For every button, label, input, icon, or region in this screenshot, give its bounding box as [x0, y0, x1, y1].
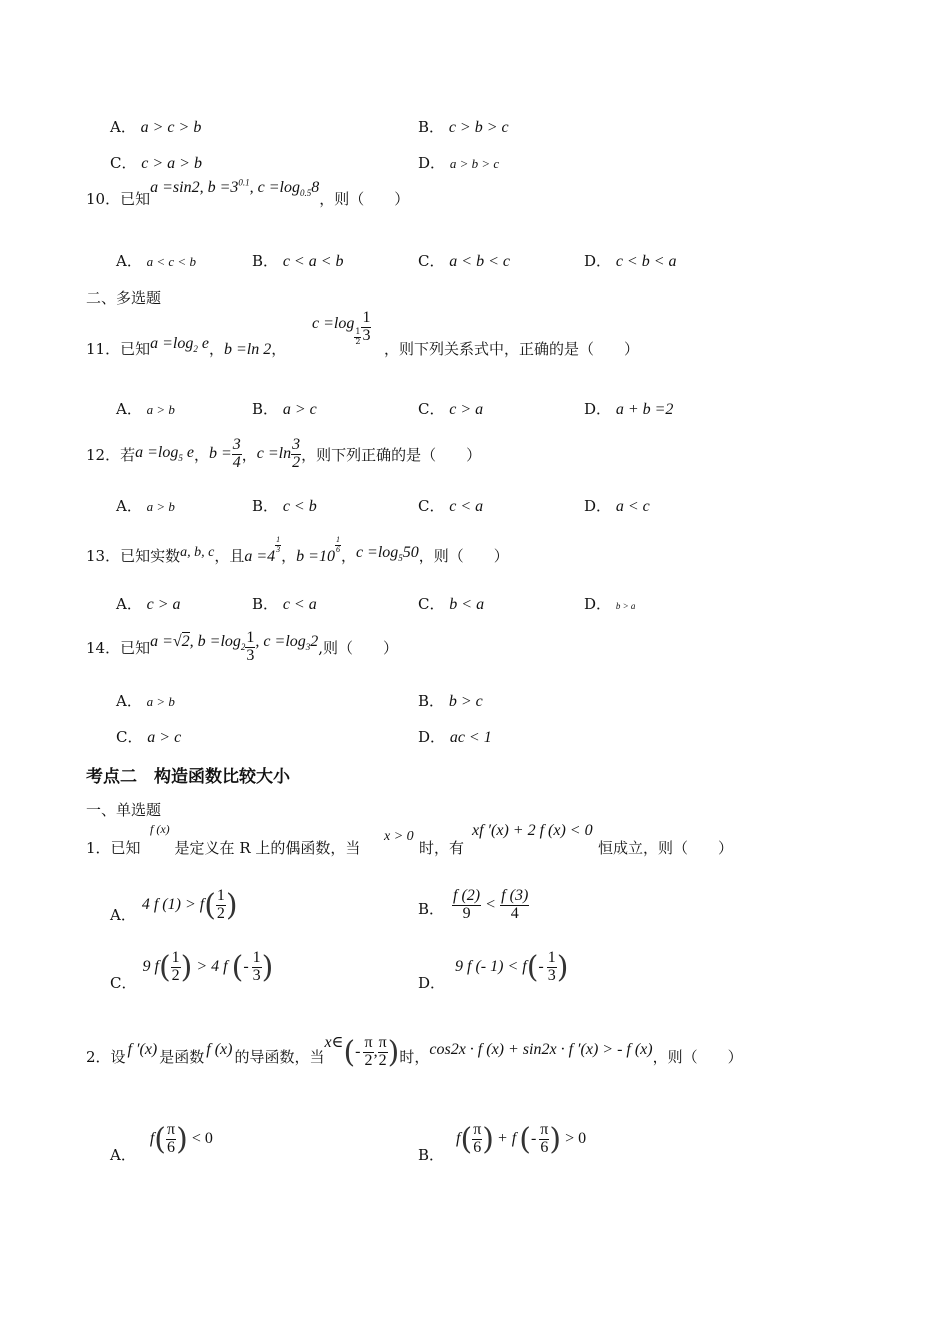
option-label: A． — [116, 497, 142, 515]
option-label: A． — [116, 595, 142, 613]
option-math: a + b =2 — [615, 401, 674, 418]
p2-stem — [86, 1030, 743, 1082]
exponent-fraction — [335, 536, 341, 554]
p1-fx — [150, 822, 170, 837]
option-label: B． — [418, 899, 445, 918]
comma: , — [373, 1043, 378, 1060]
option-label: B． — [252, 497, 279, 515]
q10-stem — [86, 177, 410, 210]
denominator: 2 — [171, 966, 180, 984]
option-math: c > a — [449, 401, 484, 418]
denominator: 3 — [252, 966, 261, 984]
denominator: 3 — [362, 326, 371, 344]
q12-option-c[interactable] — [418, 495, 483, 516]
denominator: 4 — [232, 453, 241, 471]
p1-stem — [86, 837, 360, 858]
q14-option-a[interactable] — [116, 690, 175, 711]
paren-right: ) — [556, 949, 569, 985]
numerator: 1 — [216, 886, 225, 904]
q10-expression — [150, 177, 320, 199]
paren-right: ) — [482, 1121, 494, 1157]
operator: < — [486, 896, 496, 913]
q13-expr-c — [355, 544, 419, 564]
denominator: 3 — [276, 544, 281, 554]
expr: b =10 — [296, 548, 335, 565]
connector: ，且 — [214, 547, 245, 565]
option-label: D． — [584, 400, 612, 418]
text: 是函数 — [159, 1047, 205, 1066]
p1-text-2: 时，有 — [419, 839, 465, 857]
interval-prefix: x∈ — [324, 1034, 344, 1051]
q9-option-a[interactable] — [110, 116, 201, 137]
option-math: a > b — [146, 499, 175, 514]
paren-right: ) — [387, 1034, 400, 1070]
option-label: D． — [584, 497, 612, 515]
q9-option-d[interactable] — [418, 152, 499, 173]
q13-option-b[interactable] — [252, 593, 317, 614]
q10-option-d[interactable] — [584, 250, 677, 271]
denominator: 2 — [364, 1051, 373, 1069]
q14-expression — [150, 633, 245, 652]
q14-expr-c — [255, 633, 318, 652]
q12-stem — [86, 432, 481, 476]
denominator: 6 — [473, 1138, 482, 1156]
expr: , c =log — [255, 633, 306, 651]
option-label: D． — [418, 973, 446, 992]
option-math: c > a — [146, 596, 181, 613]
option-label: D． — [584, 252, 612, 270]
p1-option-a[interactable] — [110, 880, 238, 930]
option-math: + f — [497, 1130, 517, 1147]
option-math: c > a > b — [141, 155, 202, 172]
separator: ， — [340, 547, 356, 565]
option-math: a > c — [147, 729, 182, 746]
fraction — [472, 1122, 482, 1157]
q12-option-d[interactable] — [584, 495, 650, 516]
fraction — [171, 950, 181, 985]
q9-option-c[interactable] — [110, 152, 202, 173]
option-label: B． — [418, 118, 445, 136]
option-math: 9 f — [142, 958, 159, 975]
fraction — [547, 950, 557, 985]
paren-left: ( — [204, 887, 216, 923]
option-label: C． — [110, 154, 137, 172]
function: f (x) — [150, 822, 170, 836]
option-math: b > a — [615, 601, 636, 611]
denominator: 2 — [378, 1051, 387, 1069]
option-math: a > c — [282, 401, 317, 418]
option-label: A． — [110, 905, 136, 924]
expr: c =ln — [256, 444, 292, 462]
expr: a =log — [135, 444, 179, 462]
expr-a: a =sin2, b =3 — [150, 179, 239, 196]
numerator: 1 — [246, 628, 255, 646]
q10-option-a[interactable] — [116, 250, 196, 271]
paren-left: ( — [158, 949, 171, 985]
denominator: 3 — [547, 966, 556, 984]
option-math: > 0 — [565, 1130, 587, 1147]
p1-option-d[interactable] — [418, 940, 568, 994]
option-label: A． — [110, 1145, 136, 1164]
question-number: 11．已知 — [86, 340, 151, 358]
option-math: ac < 1 — [449, 729, 492, 746]
sqrt-symbol: √ — [172, 633, 182, 651]
numerator: 1 — [355, 327, 361, 337]
expr: c =log — [312, 314, 355, 332]
option-math: > 4 f — [196, 958, 228, 975]
section-title-single: 一、单选题 — [86, 801, 162, 819]
numerator: π — [473, 1120, 482, 1138]
fraction — [363, 1035, 373, 1070]
denominator: 2 — [292, 453, 301, 471]
negative-sign: - — [355, 1043, 361, 1060]
exponent: 0.1 — [238, 177, 250, 188]
option-label: A． — [110, 118, 136, 136]
exponent-fraction — [275, 536, 281, 554]
option-label: B． — [418, 692, 445, 710]
log-arg-fraction — [361, 310, 371, 345]
numerator: π — [540, 1120, 549, 1138]
paren-right: ) — [261, 949, 274, 985]
q12-option-a[interactable] — [116, 495, 175, 516]
numerator: 1 — [335, 535, 340, 545]
option-label: B． — [252, 595, 279, 613]
question-tail: ，则下列正确的是（ ） — [301, 445, 482, 464]
q11-expr-a — [150, 335, 209, 355]
log-arg: e — [197, 335, 209, 352]
option-label: C． — [418, 252, 445, 270]
denominator: 4 — [510, 904, 519, 922]
fraction — [252, 950, 262, 985]
option-label: A． — [116, 692, 142, 710]
denominator: 3 — [246, 646, 255, 664]
paren-left: ( — [343, 1034, 356, 1070]
p2-option-a[interactable] — [110, 1112, 213, 1166]
paren-left: ( — [231, 949, 244, 985]
question-tail: ,则（ ） — [318, 638, 399, 657]
numerator: f (2) — [453, 886, 481, 904]
q9-option-b[interactable] — [418, 116, 509, 137]
option-label: B． — [252, 400, 279, 418]
paren-right: ) — [180, 949, 193, 985]
paren-left: ( — [526, 949, 539, 985]
option-label: C． — [116, 728, 143, 746]
option-label: C． — [110, 973, 137, 992]
fraction — [378, 1035, 388, 1070]
separator: ， — [271, 340, 287, 358]
q14-stem — [86, 624, 398, 670]
option-math: a > c > b — [140, 119, 202, 136]
expr: c =log — [355, 544, 399, 561]
q12-expr-b — [209, 437, 242, 472]
q11-option-d[interactable] — [584, 398, 673, 419]
q11-tail: ，则下列关系式中，正确的是（ ） — [384, 340, 640, 358]
option-label: D． — [418, 728, 446, 746]
option-label: B． — [252, 252, 279, 270]
question-tail: ，则（ ） — [652, 1047, 743, 1066]
option-math: c > b > c — [448, 119, 509, 136]
expr-b: , b =log — [189, 633, 241, 651]
log-base: 0.5 — [299, 188, 312, 199]
paren-right: ) — [225, 887, 238, 923]
question-number: 12．若 — [86, 445, 136, 464]
numerator: f (3) — [501, 886, 529, 904]
expr: b = — [208, 444, 232, 462]
q11-option-b[interactable] — [252, 398, 317, 419]
fraction — [216, 888, 226, 923]
option-label: C． — [418, 595, 445, 613]
expr-c: , c =log — [249, 179, 300, 196]
numerator: 3 — [292, 435, 301, 453]
option-math: a < c < b — [146, 254, 196, 269]
option-math: b < a — [449, 596, 485, 613]
paren-left: ( — [460, 1121, 473, 1157]
fraction — [500, 888, 529, 923]
log-base: 5 — [178, 453, 183, 464]
option-math: 4 f (1) > f — [141, 896, 205, 913]
log-base: 5 — [398, 553, 403, 564]
q10-option-c[interactable] — [418, 250, 510, 271]
option-math: c < b — [282, 498, 317, 515]
q12-expr-a — [135, 444, 194, 463]
q13-option-a[interactable] — [116, 593, 181, 614]
q10-option-b[interactable] — [252, 250, 344, 271]
paren-right: ) — [176, 1121, 188, 1157]
denominator: 9 — [462, 904, 471, 922]
q13-vars: a, b, c — [180, 545, 215, 560]
question-number: 13．已知实数 — [86, 547, 181, 565]
numerator: 1 — [547, 948, 556, 966]
expr-a: a = — [150, 633, 173, 651]
option-math: b > c — [448, 693, 483, 710]
question-number: 2．设 — [86, 1047, 126, 1066]
q11-option-c[interactable] — [418, 398, 483, 419]
p1-text-3: 恒成立，则（ ） — [598, 839, 734, 857]
numerator: 1 — [362, 309, 371, 326]
fraction — [245, 630, 255, 665]
p2-inequality: cos2x · f (x) + sin2x · f ′(x) > - f (x) — [429, 1041, 653, 1058]
p2-fprime: f ′(x) — [127, 1041, 158, 1058]
option-math: f — [149, 1130, 155, 1147]
expr: a =log — [150, 335, 194, 352]
expr: a =4 — [244, 548, 276, 565]
numerator: 1 — [276, 535, 281, 545]
p1-condition — [384, 825, 414, 845]
paren-left: ( — [154, 1121, 167, 1157]
fraction — [291, 437, 301, 472]
p1-option-c[interactable] — [110, 940, 273, 994]
negative-sign: - — [530, 1130, 537, 1147]
inequality: xf ′(x) + 2 f (x) < 0 — [472, 822, 593, 839]
numerator: π — [167, 1120, 176, 1138]
separator: ， — [193, 445, 209, 464]
q11-expr-b: b =ln 2 — [223, 341, 272, 358]
denominator: 6 — [540, 1138, 549, 1156]
log-arg: 50 — [402, 544, 419, 561]
option-math: a < c — [615, 498, 650, 515]
q14-option-d[interactable] — [418, 726, 492, 747]
q12-option-b[interactable] — [252, 495, 317, 516]
separator: ， — [241, 445, 257, 464]
fraction — [452, 888, 481, 923]
option-math: f — [456, 1130, 461, 1147]
q13-stem — [86, 535, 509, 567]
text: 时， — [399, 1047, 430, 1066]
q13-option-d[interactable] — [584, 593, 635, 614]
option-label: D． — [418, 154, 446, 172]
log-arg: 8 — [311, 179, 320, 196]
numerator: π — [364, 1033, 373, 1051]
p1-option-b[interactable] — [418, 880, 529, 930]
paren-left: ( — [519, 1121, 531, 1157]
denominator: 2 — [355, 336, 361, 346]
q13-option-c[interactable] — [418, 593, 484, 614]
q12-expr-c — [257, 437, 301, 472]
negative-sign: - — [243, 958, 249, 975]
option-label: A． — [116, 252, 142, 270]
fraction — [232, 437, 242, 472]
question-number: 10．已知 — [86, 190, 151, 208]
log-arg: 2 — [310, 633, 319, 651]
option-math: a < b < c — [449, 253, 510, 270]
q11-stem — [86, 335, 287, 360]
denominator: 6 — [167, 1138, 176, 1156]
option-math: a > b > c — [449, 156, 500, 171]
question-tail: ，则（ ） — [418, 547, 509, 565]
numerator: π — [378, 1033, 387, 1051]
option-math: a > b — [146, 402, 175, 417]
option-label: B． — [418, 1145, 445, 1164]
numerator: 1 — [252, 948, 261, 966]
p1-inequality — [472, 820, 593, 840]
log-base: 2 — [193, 344, 198, 355]
question-number: 1．已知 — [86, 839, 141, 857]
log-base: 3 — [305, 642, 311, 653]
log-base-fraction — [354, 328, 361, 346]
option-label: D． — [584, 595, 612, 613]
option-label: A． — [116, 400, 142, 418]
separator: ， — [281, 547, 297, 565]
section-heading-2: 考点二 构造函数比较大小 — [86, 767, 290, 787]
log-arg: e — [182, 444, 194, 462]
section-title-multi: 二、多选题 — [86, 289, 162, 307]
fraction — [539, 1122, 549, 1157]
log-base: 2 — [240, 642, 246, 653]
numerator: 1 — [171, 948, 180, 966]
option-math: c < a — [449, 498, 484, 515]
paren-right: ) — [549, 1121, 562, 1157]
sqrt-arg: 2 — [181, 633, 190, 651]
q13-expr-a — [244, 535, 281, 565]
option-math: c < b < a — [615, 253, 677, 270]
question-number: 14．已知 — [86, 638, 151, 657]
q13-expr-b — [296, 535, 341, 565]
p2-interval — [324, 1032, 343, 1052]
q11-option-a[interactable] — [116, 398, 175, 419]
negative-sign: - — [538, 958, 544, 975]
p2-option-b[interactable] — [418, 1112, 586, 1166]
option-label: C． — [418, 400, 445, 418]
text: 的导函数，当 — [234, 1047, 325, 1066]
q14-option-c[interactable] — [116, 726, 181, 747]
numerator: 3 — [232, 435, 241, 453]
separator: ， — [208, 340, 224, 358]
option-math: a > b — [146, 694, 175, 709]
question-tail: ，则（ ） — [319, 190, 410, 208]
condition: x > 0 — [384, 829, 414, 844]
denominator: 6 — [335, 544, 340, 554]
option-math: c < a — [282, 596, 317, 613]
text: 是定义在 R 上的偶函数，当 — [174, 839, 361, 857]
option-math: c < a < b — [282, 253, 344, 270]
option-label: C． — [418, 497, 445, 515]
denominator: 2 — [216, 904, 225, 922]
q11-expr-c — [312, 310, 371, 345]
fraction — [166, 1122, 176, 1157]
option-math: 9 f (- 1) < f — [455, 958, 527, 975]
p2-fx: f (x) — [206, 1041, 233, 1058]
q14-option-b[interactable] — [418, 690, 483, 711]
option-math: < 0 — [191, 1130, 213, 1147]
